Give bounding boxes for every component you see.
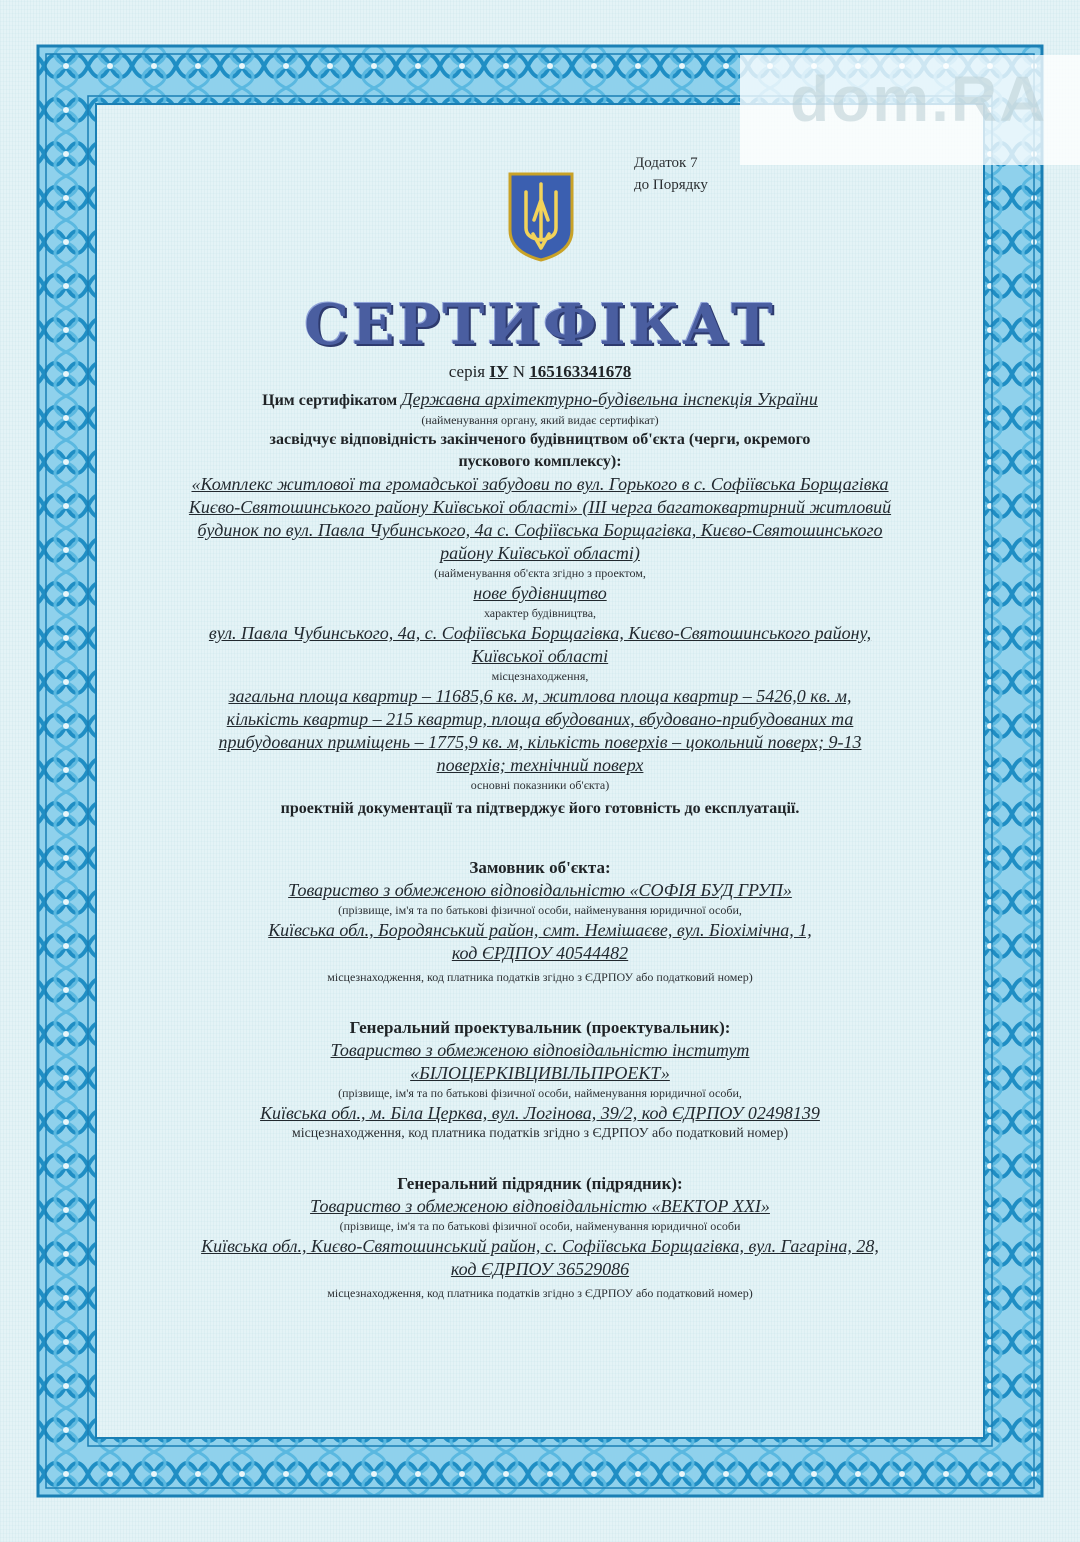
object-caption: (найменування об'єкта згідно з проектом, xyxy=(434,566,646,580)
location-line-1: вул. Павла Чубинського, 4а, с. Софіївська Борщагівка, Києво-Святошинського району, xyxy=(208,623,872,643)
certificate-body xyxy=(115,362,965,1302)
object-name-line-3: будинок по вул. Павла Чубинського, 4а с. Софіївська Борщагівка, Києво-Святошинського xyxy=(197,520,883,540)
customer-address-caption: місцезнаходження, код платника податків згідно з ЄДРПОУ або податковий номер) xyxy=(327,970,753,984)
intro-lead: Цим сертифікатом xyxy=(262,392,398,409)
certificate-number: 165163341678 xyxy=(529,362,632,381)
designer-name-line-2: «БІЛОЦЕРКІВЦИВІЛЬПРОЕКТ» xyxy=(410,1063,670,1083)
series-line xyxy=(115,362,965,382)
indicators-line-3: прибудованих приміщень – 1775,9 кв. м, кількість поверхів – цокольний поверх; 9-13 xyxy=(218,732,862,752)
designer-heading: Генеральний проектувальник (проектувальник): xyxy=(349,1018,731,1037)
intro-line xyxy=(115,388,965,412)
designer-name-line-1: Товариство з обмеженою відповідальністю інститут xyxy=(330,1040,750,1060)
designer-address-caption: місцезнаходження, код платника податків згідно з ЄДРПОУ або податковий номер) xyxy=(291,1126,789,1141)
issuing-authority: Державна архітектурно-будівельна інспекція України xyxy=(401,389,818,409)
indicators-caption: основні показники об'єкта) xyxy=(470,778,610,792)
indicators-line-2: кількість квартир – 215 квартир, площа вбудованих, вбудовано-прибудованих та xyxy=(226,709,854,729)
customer-code: код ЄРДПОУ 40544482 xyxy=(451,943,629,963)
object-name-line-1: «Комплекс житлової та громадської забудови по вул. Горького в с. Софіївська Борщагівка xyxy=(191,474,889,494)
indicators-line-4: поверхів; технічний поверх xyxy=(436,755,644,775)
construction-caption: характер будівництва, xyxy=(483,606,597,620)
customer-name-caption: (прізвище, ім'я та по батькові фізичної особи, найменування юридичної особи, xyxy=(338,903,742,917)
annex-line-1: Додаток 7 xyxy=(634,155,698,171)
contractor-code: код ЄДРПОУ 36529086 xyxy=(450,1259,630,1279)
certifies-line-1: засвідчує відповідність закінченого будівництвом об'єкта (черги, окремого xyxy=(269,431,811,448)
customer-address: Київська обл., Бородянський район, смт. Немішаєве, вул. Біохімічна, 1, xyxy=(268,920,812,940)
contractor-name-caption: (прізвище, ім'я та по батькові фізичної особи, найменування юридичної особи xyxy=(339,1219,741,1233)
object-name-line-2: Києво-Святошинського району Київської області» (ІІІ черга багатоквартирний житловий xyxy=(188,497,892,517)
customer-heading: Замовник об'єкта: xyxy=(469,858,611,877)
conformity-statement: проектній документації та підтверджує його готовність до експлуатації. xyxy=(280,800,800,817)
watermark-text: dom.RA xyxy=(790,63,1048,135)
trident-coat-of-arms-icon xyxy=(506,170,576,262)
certificate-title: СЕРТИФІКАТ xyxy=(304,292,776,358)
authority-caption: (найменування органу, який видає сертифікат) xyxy=(421,413,659,427)
indicators-line-1: загальна площа квартир – 11685,6 кв. м, житлова площа квартир – 5426,0 кв. м, xyxy=(228,686,852,706)
designer-name-caption: (прізвище, ім'я та по батькові фізичної особи, найменування юридичної особи, xyxy=(338,1086,742,1100)
designer-address: Київська обл., м. Біла Церква, вул. Логінова, 39/2, код ЄДРПОУ 02498139 xyxy=(260,1103,820,1123)
series-label: серія xyxy=(448,362,486,381)
certifies-line-2: пускового комплексу): xyxy=(458,453,622,470)
series-value: ІУ xyxy=(489,362,509,381)
location-line-2: Київської області xyxy=(471,646,609,666)
annex-note xyxy=(634,152,708,196)
location-caption: місцезнаходження, xyxy=(491,669,589,683)
series-n-label: N xyxy=(512,362,525,381)
annex-line-2: до Порядку xyxy=(634,177,708,193)
contractor-heading: Генеральний підрядник (підрядник): xyxy=(397,1174,683,1193)
contractor-address-caption: місцезнаходження, код платника податків згідно з ЄДРПОУ або податковий номер) xyxy=(327,1286,753,1300)
construction-type: нове будівництво xyxy=(473,583,607,603)
object-name-line-4: району Київської області) xyxy=(440,543,640,563)
contractor-address: Київська обл., Києво-Святошинський район, с. Софіївська Борщагівка, вул. Гагаріна, 28, xyxy=(201,1236,879,1256)
contractor-name: Товариство з обмеженою відповідальністю «ВЕКТОР XXI» xyxy=(310,1196,770,1216)
customer-name: Товариство з обмеженою відповідальністю «СОФІЯ БУД ГРУП» xyxy=(288,880,792,900)
